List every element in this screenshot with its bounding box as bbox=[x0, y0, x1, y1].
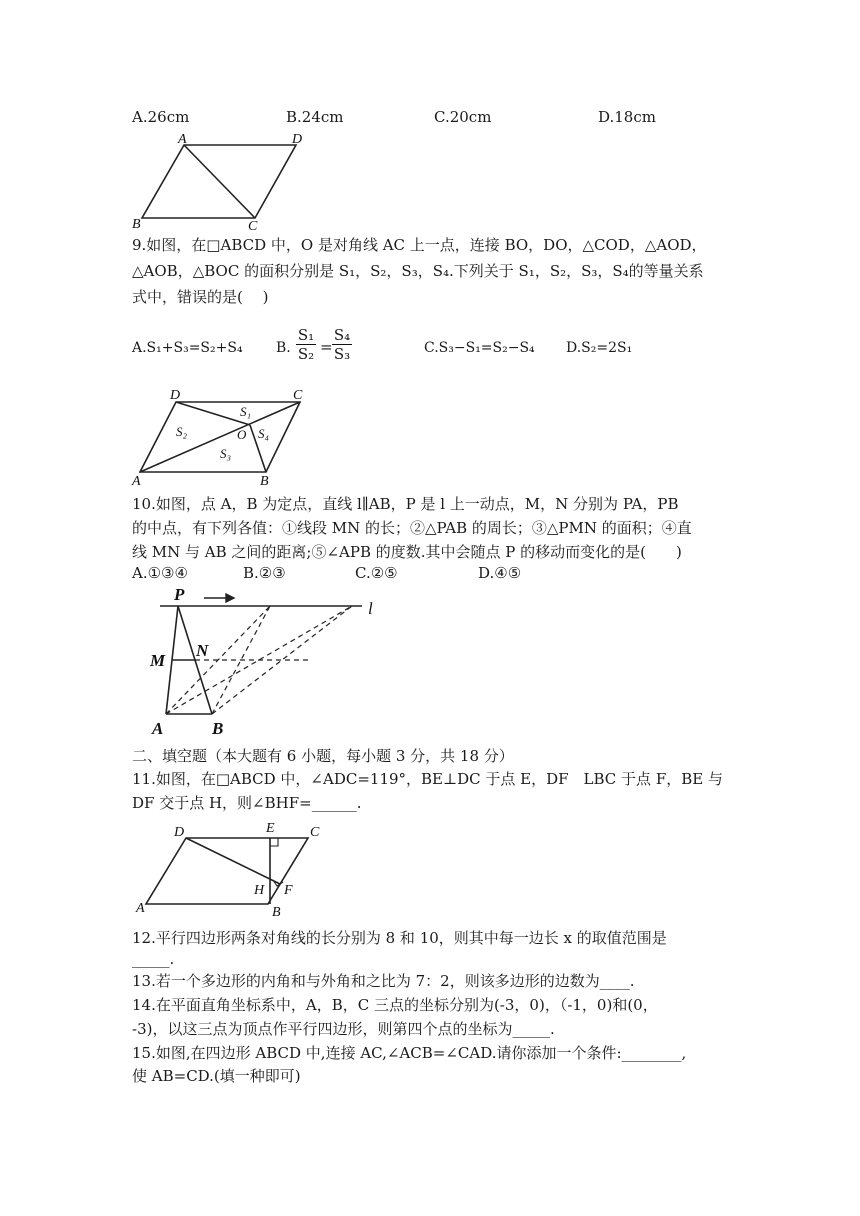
q10-option-a: A.①③④ bbox=[132, 564, 188, 582]
q10-option-b: B.②③ bbox=[243, 564, 286, 582]
fig9-label-a: A bbox=[132, 474, 141, 488]
section-2-heading: 二、填空题（本大题有 6 小题，每小题 3 分，共 18 分） bbox=[132, 747, 514, 765]
q9-option-b-fraction-2 bbox=[332, 326, 352, 363]
q12-line-2: _____. bbox=[132, 950, 175, 968]
q11-line-2: DF 交于点 H，则∠BHF=______. bbox=[132, 794, 362, 812]
q9-option-b-fraction-1 bbox=[296, 326, 316, 363]
fig8-label-c: C bbox=[248, 219, 258, 232]
q9-option-a: A.S₁+S₃=S₂+S₄ bbox=[132, 340, 243, 356]
fig9-label-s3: S₃ bbox=[220, 446, 232, 461]
q15-line-1: 15.如图,在四边形 ABCD 中,连接 AC,∠ACB=∠CAD.请你添加一个条件:________, bbox=[132, 1044, 687, 1062]
q9-frac1-denominator: S₂ bbox=[297, 345, 315, 363]
fig9-label-d: D bbox=[170, 388, 181, 403]
fig9-label-o: O bbox=[237, 427, 247, 442]
q14-line-1: 14.在平面直角坐标系中，A，B，C 三点的坐标分别为(-3，0)，（-1，0)和(0， bbox=[132, 996, 658, 1014]
q15-line-2: 使 AB=CD.(填一种即可) bbox=[132, 1067, 301, 1085]
fig11-label-b: B bbox=[272, 905, 281, 918]
fig9-label-s1: S₁ bbox=[240, 404, 252, 419]
q10-line-1: 10.如图，点 A，B 为定点，直线 l∥AB，P 是 l 上一动点，M，N 分别为 PA，PB bbox=[132, 495, 679, 513]
fig10-label-b: B bbox=[212, 719, 224, 738]
fig9-label-c: C bbox=[293, 388, 303, 403]
q9-option-b-prefix: B. bbox=[276, 340, 291, 356]
q9-line-3: 式中，错误的是( ) bbox=[132, 288, 269, 306]
fig9-label-b: B bbox=[260, 474, 269, 488]
q11-line-1: 11.如图，在□ABCD 中，∠ADC=119°，BE⊥DC 于点 E，DF LBC 于点 F，BE 与 bbox=[132, 770, 723, 788]
fig10-label-p: P bbox=[174, 585, 185, 604]
fig9-label-s4: S₄ bbox=[258, 426, 270, 441]
q12-line-1: 12.平行四边形两条对角线的长分别为 8 和 10，则其中每一边长 x 的取值范围是 bbox=[132, 929, 667, 947]
fig8-label-d: D bbox=[292, 132, 303, 147]
q9-option-d: D.S₂=2S₁ bbox=[566, 340, 633, 356]
fig11-label-e: E bbox=[266, 821, 275, 836]
fig10-label-a: A bbox=[152, 719, 164, 738]
q13-line: 13.若一个多边形的内角和与外角和之比为 7：2，则该多边形的边数为____. bbox=[132, 972, 635, 990]
figure-q9-parallelogram bbox=[128, 384, 318, 488]
fig11-label-h: H bbox=[254, 883, 265, 898]
q9-line-1: 9.如图，在□ABCD 中，O 是对角线 AC 上一点，连接 BO，DO，△COD，△AOD， bbox=[132, 236, 707, 254]
figure-q8-parallelogram bbox=[128, 130, 318, 232]
fig10-label-m: M bbox=[150, 651, 166, 670]
fig11-label-f: F bbox=[284, 883, 293, 898]
fig11-label-c: C bbox=[310, 825, 320, 840]
q8-option-a: A.26cm bbox=[132, 108, 190, 126]
q9-line-2: △AOB，△BOC 的面积分别是 S₁，S₂，S₃，S₄.下列关于 S₁，S₂，S₃，S₄的等量关系 bbox=[132, 262, 704, 280]
fig10-label-l: l bbox=[368, 599, 373, 618]
q8-option-b: B.24cm bbox=[286, 108, 344, 126]
figure-q10 bbox=[142, 584, 388, 738]
q10-option-c: C.②⑤ bbox=[355, 564, 398, 582]
q9-option-c: C.S₃−S₁=S₂−S₄ bbox=[424, 340, 535, 356]
q10-line-3: 线 MN 与 AB 之间的距离;⑤∠APB 的度数.其中会随点 P 的移动而变化的是( ) bbox=[132, 543, 682, 561]
q9-option-b-equals: = bbox=[320, 338, 333, 356]
q8-option-c: C.20cm bbox=[434, 108, 492, 126]
q14-line-2: -3)，以这三点为顶点作平行四边形，则第四个点的坐标为_____. bbox=[132, 1020, 555, 1038]
q10-line-2: 的中点，有下列各值：①线段 MN 的长；②△PAB 的周长；③△PMN 的面积；④直 bbox=[132, 519, 692, 537]
fig10-label-n: N bbox=[196, 641, 209, 660]
q9-frac2-denominator: S₃ bbox=[333, 345, 351, 363]
fig8-label-b: B bbox=[132, 217, 141, 232]
q10-option-d: D.④⑤ bbox=[478, 564, 522, 582]
fig8-label-a: A bbox=[178, 132, 187, 147]
fig11-label-a: A bbox=[136, 901, 145, 916]
fig9-label-s2: S₂ bbox=[176, 424, 188, 439]
fig11-label-d: D bbox=[174, 825, 185, 840]
q9-frac2-numerator: S₄ bbox=[333, 326, 351, 344]
q9-frac1-numerator: S₁ bbox=[297, 326, 315, 344]
q8-option-d: D.18cm bbox=[598, 108, 656, 126]
figure-q11 bbox=[132, 818, 332, 918]
